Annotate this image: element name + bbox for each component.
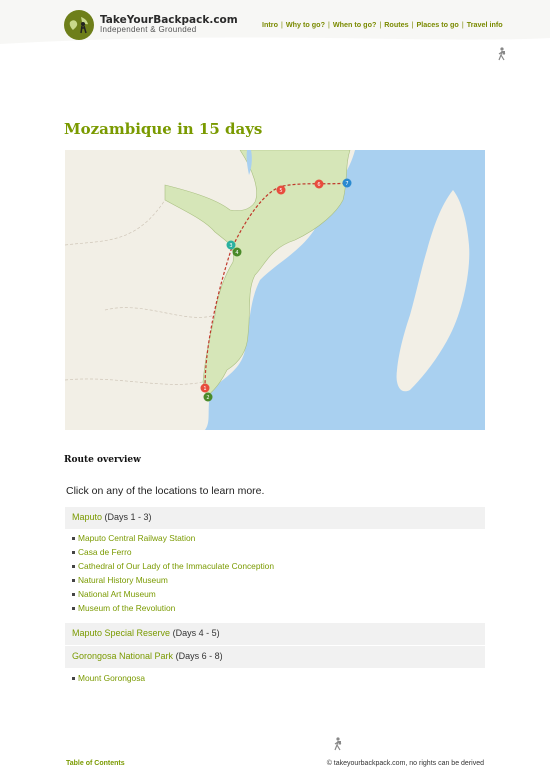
list-item	[72, 531, 274, 545]
location-days: (Days 6 - 8)	[175, 651, 223, 661]
nav-separator: |	[377, 20, 384, 29]
page-header	[0, 0, 550, 62]
nav-why-to-go[interactable]: Why to go?	[285, 20, 325, 29]
globe-backpacker-icon	[64, 10, 94, 40]
bullet-icon	[72, 565, 75, 568]
poi-link[interactable]: Cathedral of Our Lady of the Immaculate Conception	[78, 561, 274, 571]
location-maputo	[65, 507, 485, 529]
poi-link[interactable]: National Art Museum	[78, 589, 156, 599]
poi-link[interactable]: Natural History Museum	[78, 575, 168, 585]
route-map[interactable]	[65, 150, 485, 430]
page-title: Mozambique in 15 days	[64, 120, 263, 138]
hiker-icon	[332, 737, 344, 751]
map-marker-1[interactable]	[201, 384, 210, 393]
top-nav	[262, 20, 503, 29]
hiker-icon	[496, 47, 508, 61]
site-logo[interactable]	[64, 10, 238, 40]
map-marker-7[interactable]	[343, 179, 352, 188]
bullet-icon	[72, 593, 75, 596]
location-days: (Days 1 - 3)	[104, 512, 152, 522]
nav-intro[interactable]: Intro	[262, 20, 278, 29]
nav-routes[interactable]: Routes	[384, 20, 409, 29]
gorongosa-poi-list	[72, 671, 145, 685]
poi-link[interactable]: Casa de Ferro	[78, 547, 132, 557]
bullet-icon	[72, 537, 75, 540]
svg-text:7: 7	[345, 181, 349, 187]
nav-separator: |	[459, 20, 466, 29]
location-days: (Days 4 - 5)	[172, 628, 220, 638]
copyright-text: © takeyourbackpack.com, no rights can be derived	[326, 760, 484, 767]
location-maputo-special-reserve	[65, 623, 485, 645]
maputo-poi-list	[72, 531, 274, 615]
svg-text:5: 5	[279, 188, 283, 194]
nav-separator: |	[278, 20, 285, 29]
bullet-icon	[72, 677, 75, 680]
route-overview-intro: Click on any of the locations to learn more.	[66, 485, 265, 497]
svg-text:2: 2	[206, 395, 210, 401]
list-item	[72, 587, 274, 601]
map-marker-3[interactable]	[227, 241, 236, 250]
map-marker-4[interactable]	[233, 248, 242, 257]
svg-text:6: 6	[317, 182, 321, 188]
nav-separator: |	[409, 20, 416, 29]
bullet-icon	[72, 607, 75, 610]
svg-text:3: 3	[229, 243, 233, 249]
location-gorongosa-national-park	[65, 646, 485, 668]
list-item	[72, 545, 274, 559]
location-link[interactable]: Gorongosa National Park	[72, 651, 174, 661]
nav-travel-info[interactable]: Travel info	[466, 20, 503, 29]
bullet-icon	[72, 551, 75, 554]
map-marker-5[interactable]	[277, 186, 286, 195]
location-link[interactable]: Maputo Special Reserve	[72, 628, 171, 638]
route-overview-title: Route overview	[64, 455, 141, 465]
svg-text:1: 1	[203, 386, 207, 392]
route-map-canvas	[65, 150, 485, 430]
poi-link[interactable]: Maputo Central Railway Station	[78, 533, 196, 543]
map-marker-2[interactable]	[204, 393, 213, 402]
svg-text:4: 4	[235, 250, 239, 256]
bullet-icon	[72, 579, 75, 582]
table-of-contents-link[interactable]: Table of Contents	[66, 760, 125, 767]
nav-places-to-go[interactable]: Places to go	[416, 20, 459, 29]
list-item	[72, 559, 274, 573]
list-item	[72, 601, 274, 615]
list-item	[72, 573, 274, 587]
nav-separator: |	[325, 20, 332, 29]
brand-name: TakeYourBackpack.com	[100, 14, 238, 27]
map-marker-6[interactable]	[315, 180, 324, 189]
poi-link[interactable]: Museum of the Revolution	[78, 603, 176, 613]
location-link[interactable]: Maputo	[72, 512, 103, 522]
list-item	[72, 671, 145, 685]
nav-when-to-go[interactable]: When to go?	[332, 20, 377, 29]
poi-link[interactable]: Mount Gorongosa	[78, 673, 146, 683]
brand-tagline: Independent & Grounded	[100, 25, 197, 35]
map-land-madagascar	[397, 190, 470, 391]
